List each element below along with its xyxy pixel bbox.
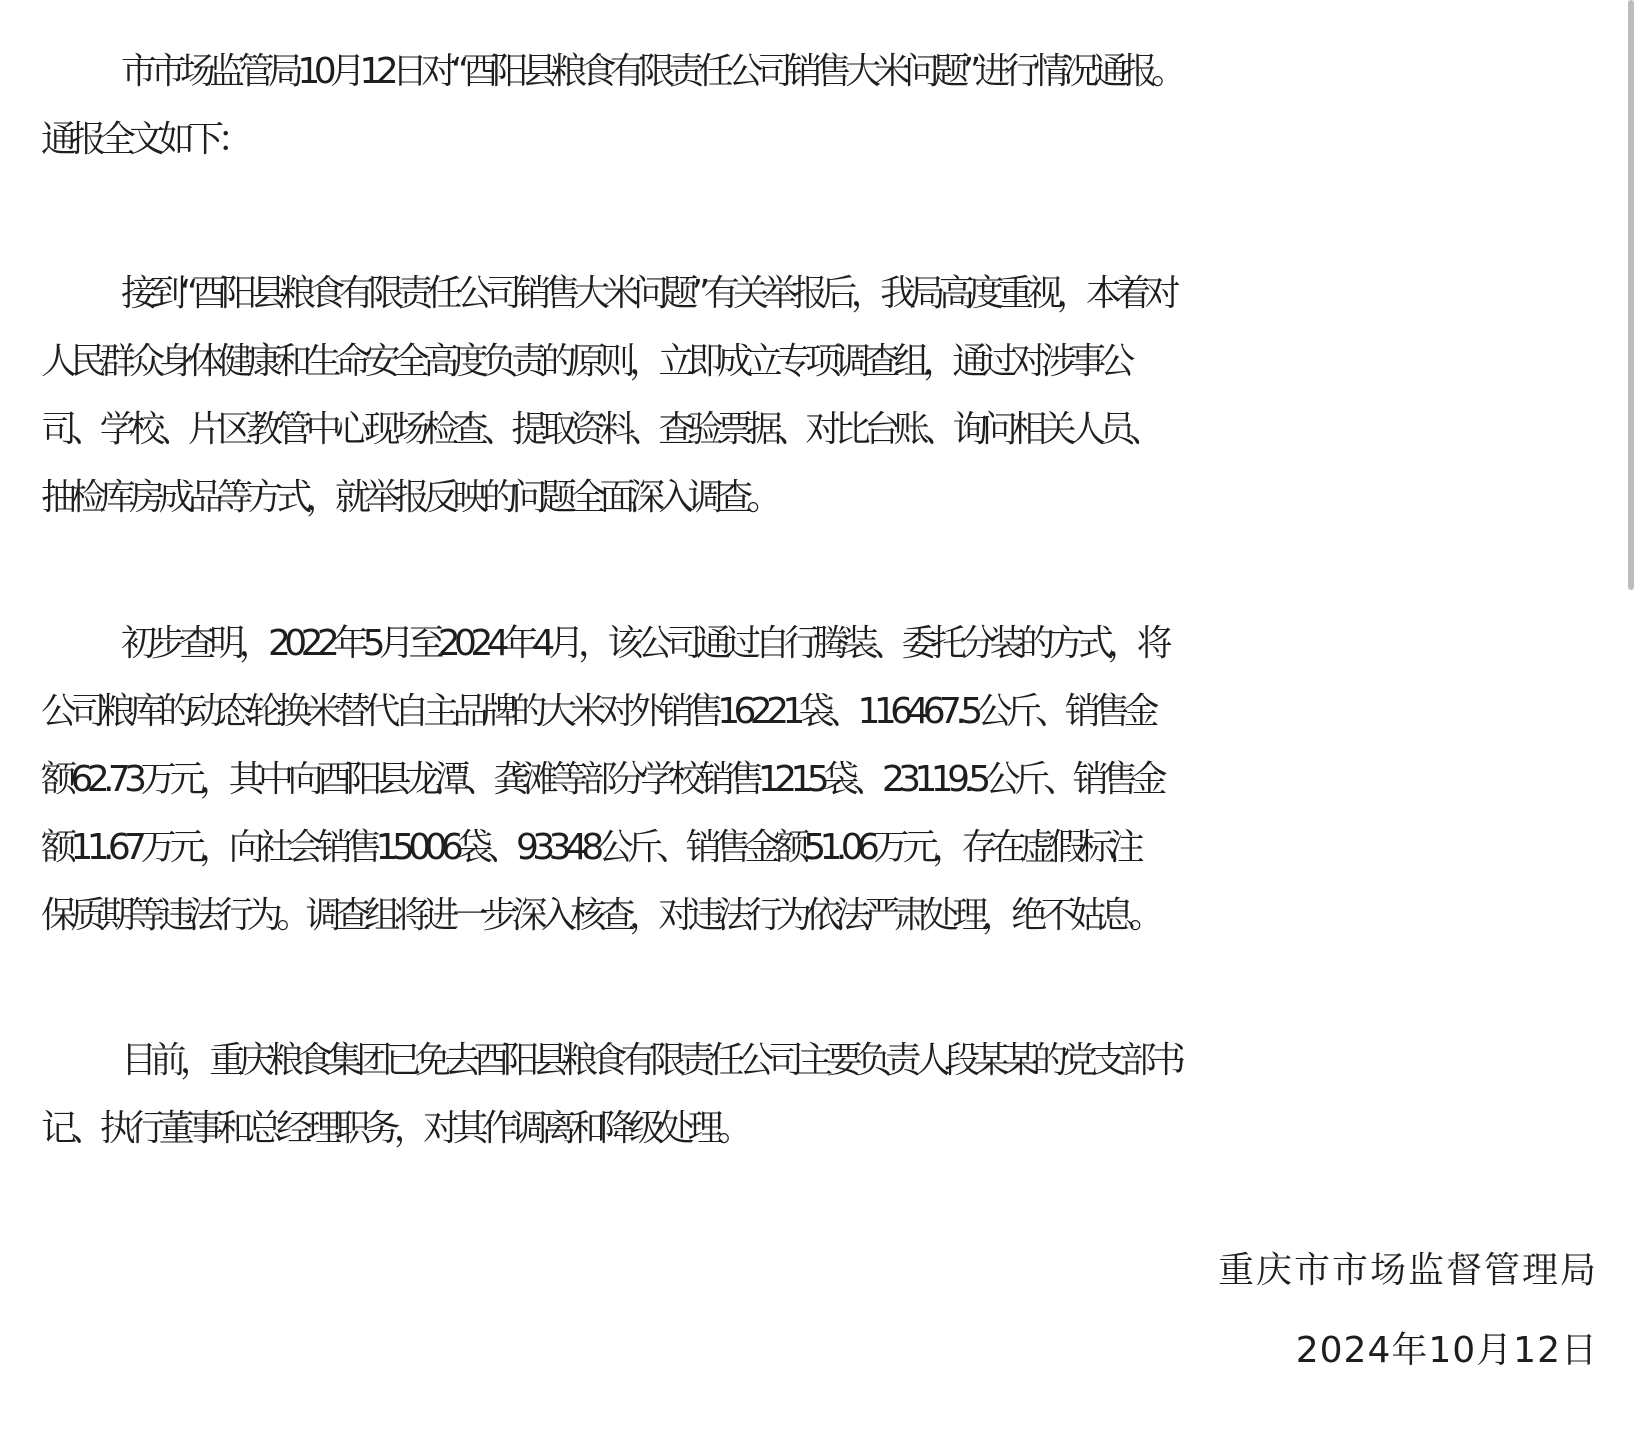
intro-line: 通报全文如下： [41, 119, 247, 160]
paragraph-line: 额11.67万元，向社会销售15006袋、93348公斤、销售金额51.06万元，存在虚假标注 [41, 827, 1138, 868]
paragraph-line: 记、执行董事和总经理职务，对其作调离和降级处理。 [41, 1108, 747, 1149]
signature-date: 2024年10月12日 [1295, 1330, 1598, 1371]
paragraph-line: 保质期等违法行为。调查组将进一步深入核查，对违法行为依法严肃处理，绝不姑息。 [41, 895, 1159, 936]
paragraph-line: 人民群众身体健康和生命安全高度负责的原则，立即成立专项调查组，通过对涉事公 [41, 341, 1129, 382]
paragraph-line: 司、学校、片区教管中心现场检查、提取资料、查验票据、对比台账、询问相关人员、 [41, 409, 1159, 450]
paragraph-line: 抽检库房成品等方式，就举报反映的问题全面深入调查。 [41, 477, 777, 518]
body-paragraph-report [41, 260, 1601, 532]
paragraph-line: 公司粮库的动态轮换米替代自主品牌的大米对外销售16221袋、116467.5公斤、销售金 [41, 691, 1153, 732]
paragraph-line: 接到“酉阳县粮食有限责任公司销售大米问题”有关举报后，我局高度重视，本着对 [121, 273, 1175, 314]
intro-line: 市市场监管局10月12日对“酉阳县粮食有限责任公司销售大米问题”进行情况通报。 [121, 51, 1181, 92]
intro-paragraph [41, 38, 1601, 174]
paragraph-line: 额62.73万元，其中向酉阳县龙潭、龚滩等部分学校销售1215袋、23119.5公斤、销售金 [41, 759, 1161, 800]
body-paragraph-findings [41, 610, 1601, 950]
vertical-scrollbar[interactable] [1628, 0, 1634, 590]
paragraph-line: 初步查明，2022年5月至2024年4月，该公司通过自行腾装、委托分装的方式，将 [121, 623, 1167, 664]
signature-organization: 重庆市市场监督管理局 [1217, 1250, 1598, 1291]
paragraph-line: 目前，重庆粮食集团已免去酉阳县粮食有限责任公司主要负责人段某某的党支部书 [121, 1040, 1180, 1081]
body-paragraph-disposition [41, 1027, 1601, 1163]
